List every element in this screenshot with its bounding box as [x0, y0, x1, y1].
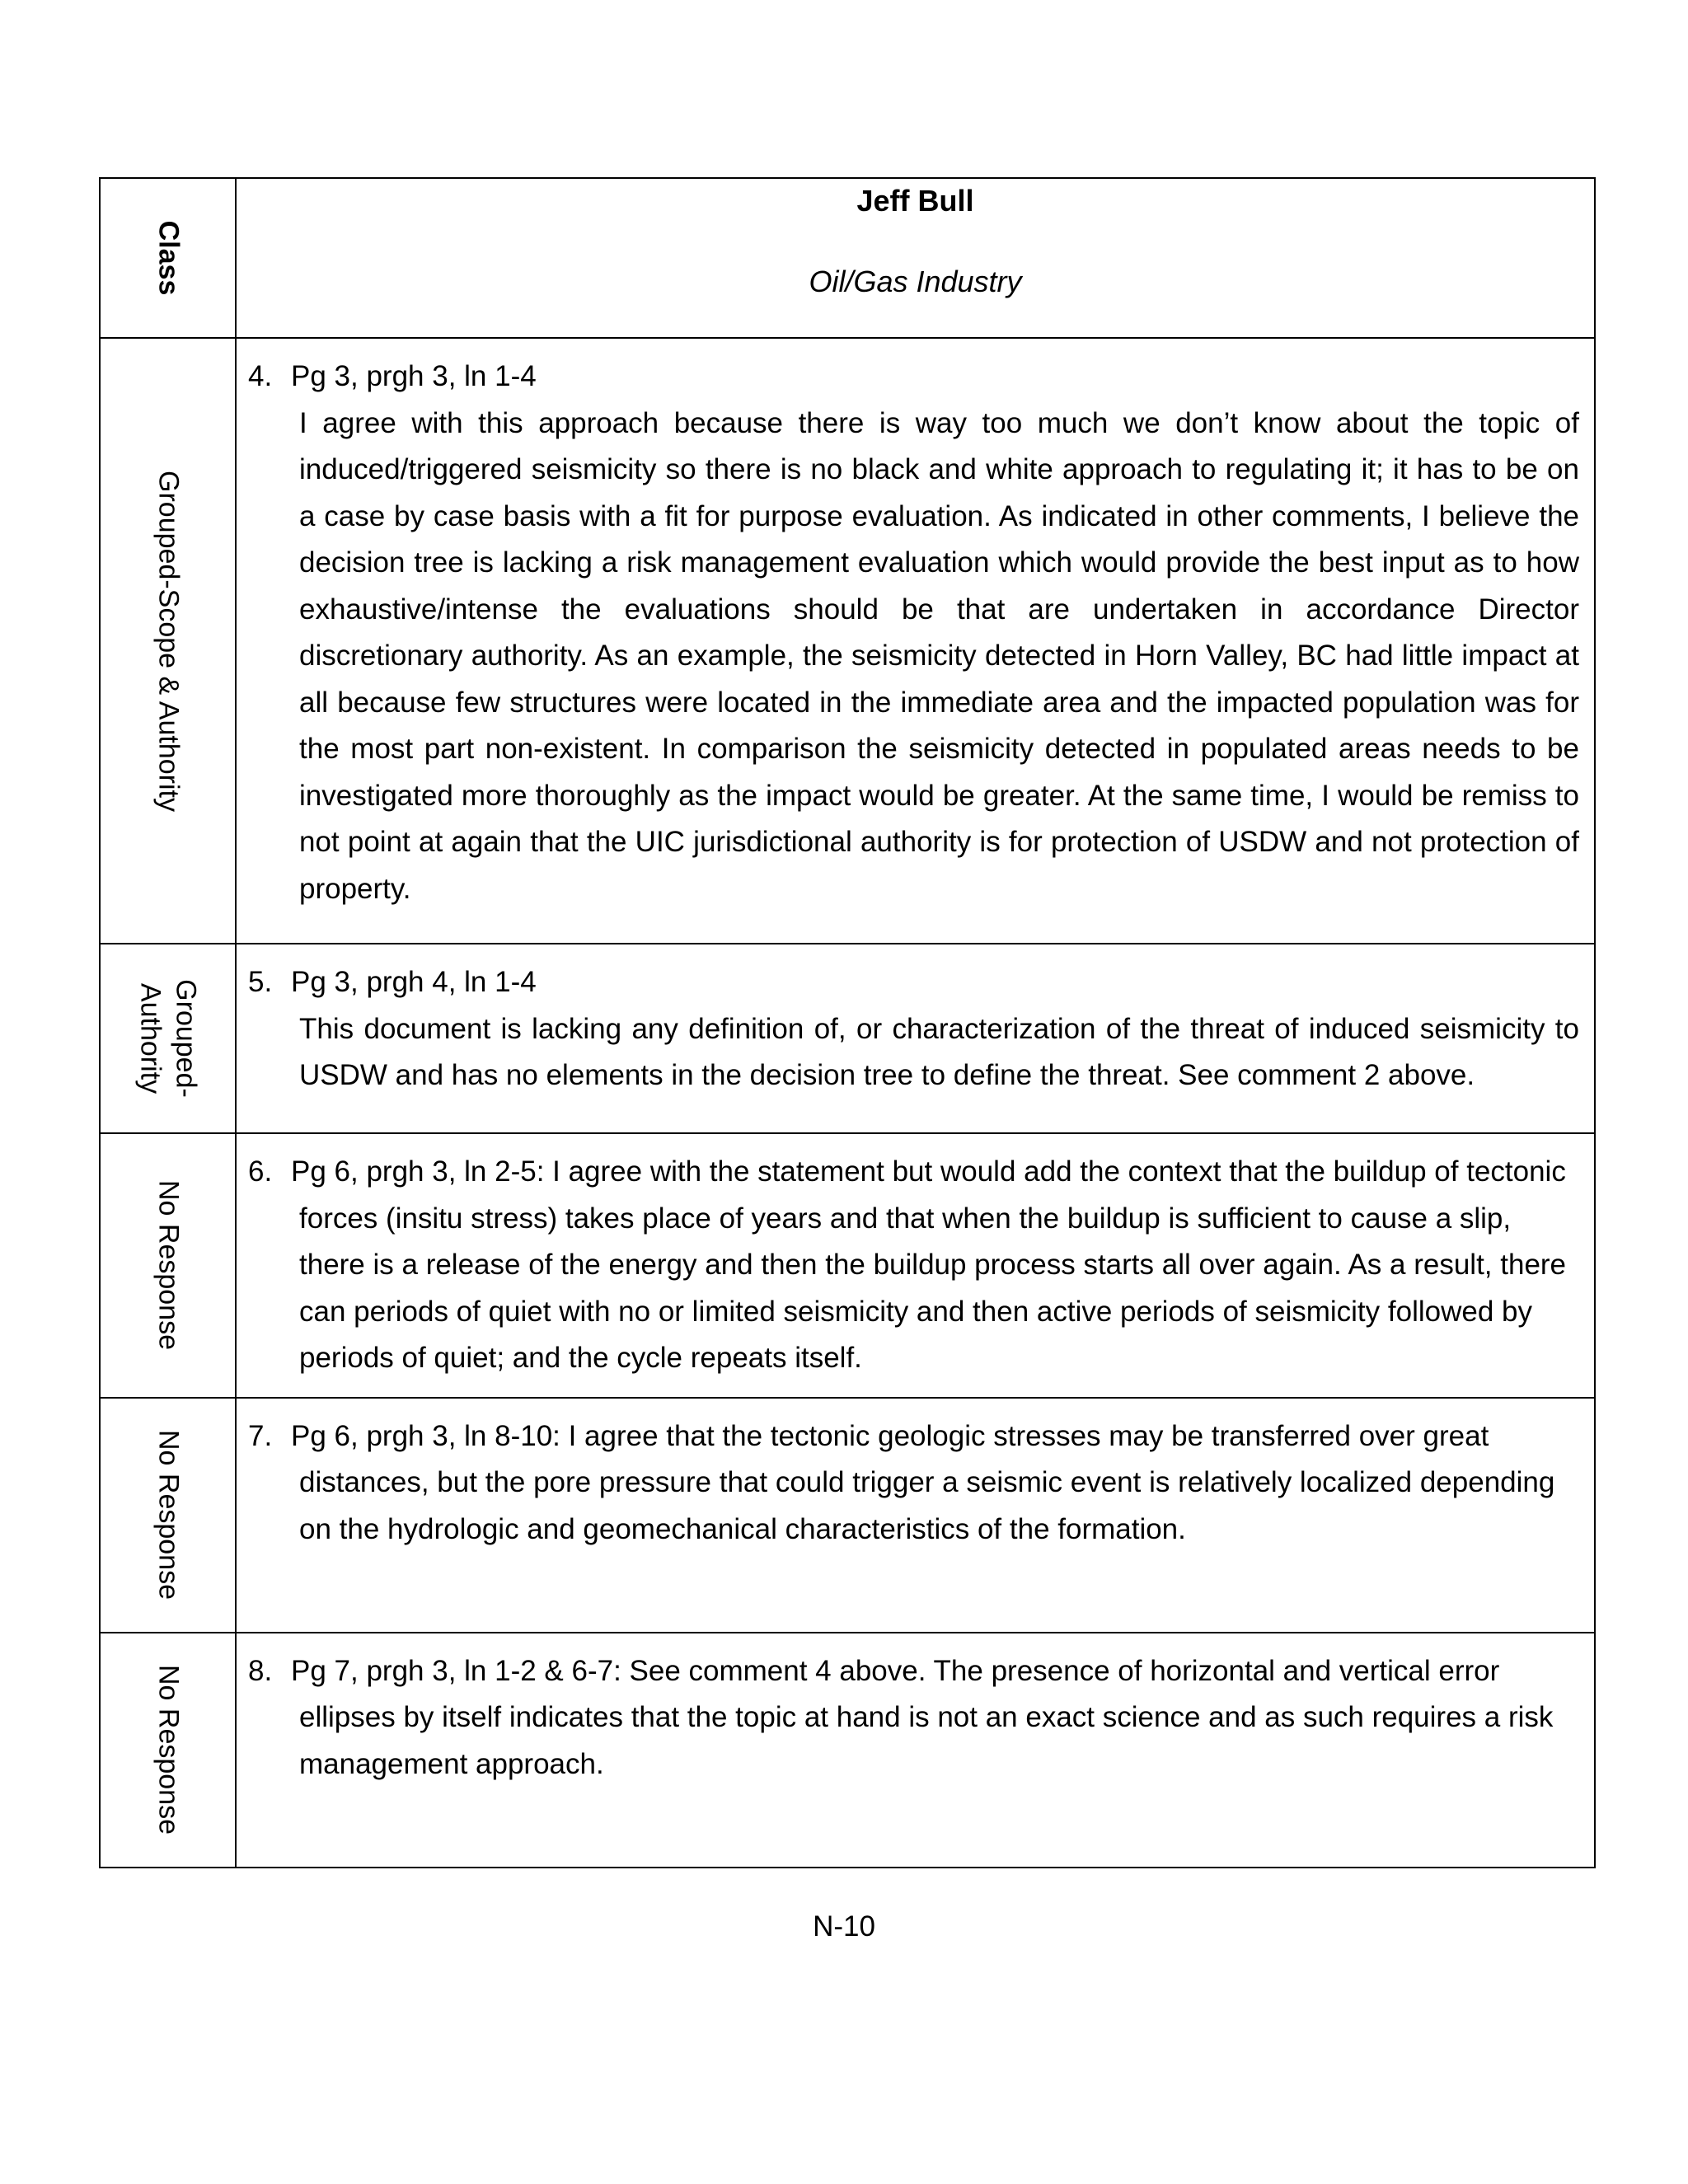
comment-body: Pg 7, prgh 3, ln 1-2 & 6-7: See comment 4 above. The presence of horizontal and vertical error ellipses by itself indicates that the topic at hand is not an exact science and as such requires a risk management approach.	[291, 1654, 1554, 1780]
comment-text	[248, 1149, 1579, 1382]
comment-heading	[248, 959, 1579, 1006]
comment-reference: Pg 3, prgh 3, ln 1-4	[291, 360, 537, 392]
comment-text	[248, 1413, 1579, 1554]
comment-text	[248, 1648, 1579, 1788]
page-number: N-10	[813, 1910, 875, 1943]
table-row	[100, 1398, 1595, 1633]
comment-text: This document is lacking any definition of, or characterization of the threat of induced seismicity to USDW and has no elements in the decision tree to define the threat. See comment 2 above.	[299, 1012, 1579, 1091]
comment-number: 7.	[248, 1419, 273, 1452]
comment-number: 4.	[248, 360, 273, 392]
comment-number: 8.	[248, 1654, 273, 1687]
class-label: Grouped-Scope & Authority	[152, 470, 184, 812]
class-cell	[100, 1133, 236, 1398]
class-label: No Response	[152, 1664, 184, 1835]
table-row	[100, 944, 1595, 1133]
commenter-affiliation: Oil/Gas Industry	[809, 265, 1022, 298]
class-header-label: Class	[152, 220, 184, 296]
comment-cell	[236, 338, 1595, 944]
class-cell	[100, 1633, 236, 1868]
comment-table	[99, 177, 1596, 1868]
class-cell	[100, 944, 236, 1133]
comment-cell	[236, 1633, 1595, 1868]
table-row	[100, 1133, 1595, 1398]
class-cell	[100, 1398, 236, 1633]
comment-body: Pg 6, prgh 3, ln 8-10: I agree that the tectonic geologic stresses may be transferred over great distances, but the pore pressure that could trigger a seismic event is relatively localized depending on the hydrologic and geomechanical characteristics of the formation.	[291, 1419, 1555, 1545]
comment-number: 5.	[248, 966, 273, 998]
header-row	[100, 178, 1595, 338]
class-label: No Response	[152, 1429, 184, 1601]
comment-cell	[236, 1133, 1595, 1398]
table-row	[100, 338, 1595, 944]
comment-body: Pg 6, prgh 3, ln 2-5: I agree with the statement but would add the context that the buildup of tectonic forces (insitu stress) takes place of years and that when the buildup is sufficient to cause a slip, there is a release of the energy and then the buildup process starts all over again. As a result, there can periods of quiet with no or limited seismicity and then active periods of seismicity followed by periods of quiet; and the cycle repeats itself.	[291, 1155, 1567, 1374]
commenter-name: Jeff Bull	[856, 184, 974, 218]
class-label: No Response	[152, 1180, 184, 1351]
comment-number: 6.	[248, 1155, 273, 1188]
comment-cell	[236, 944, 1595, 1133]
class-cell	[100, 338, 236, 944]
comment-text: I agree with this approach because there is way too much we don’t know about the topic of induced/triggered seismicity so there is no black and white approach to regulating it; it has to be on a case by case basis with a fit for purpose evaluation. As indicated in other comments, I believe the decision tree is lacking a risk management evaluation which would provide the best input as to how exhaustive/intense the evaluations should be that are undertaken in accordance Director discretionary authority. As an example, the seismicity detected in Horn Valley, BC had little impact at all because few structures were located in the immediate area and the impacted population was for the most part non-existent. In comparison the seismicity detected in populated areas needs to be investigated more thoroughly as the impact would be greater. At the same time, I would be remiss to not point at again that the UIC jurisdictional authority is for protection of USDW and not protection of property.	[299, 406, 1579, 905]
comment-reference: Pg 3, prgh 4, ln 1-4	[291, 966, 537, 998]
table-row	[100, 1633, 1595, 1868]
comment-cell	[236, 1398, 1595, 1633]
comment-heading	[248, 354, 1579, 401]
commenter-header-cell	[236, 178, 1595, 338]
class-header-cell	[100, 178, 236, 338]
class-label: Grouped-Authority	[134, 979, 201, 1098]
